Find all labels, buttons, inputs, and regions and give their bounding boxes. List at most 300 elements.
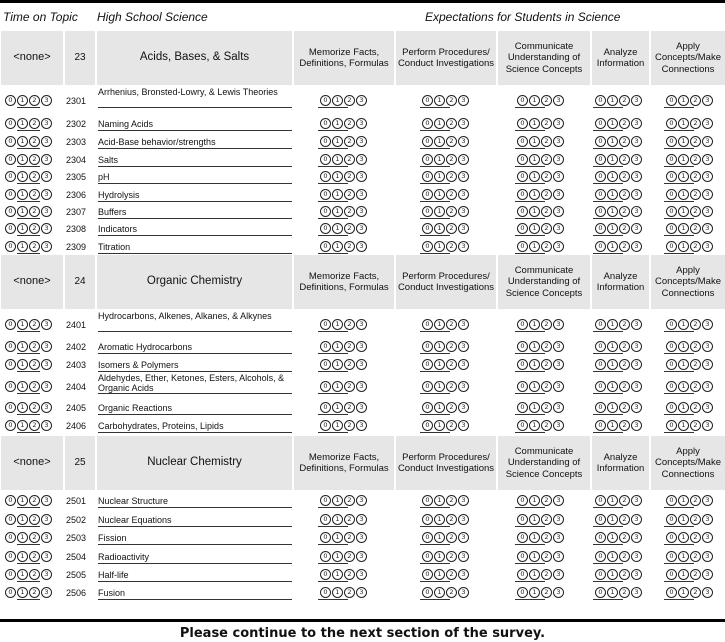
rating-bubble-3[interactable]: 3 <box>553 587 564 598</box>
rating-bubble-2[interactable]: 2 <box>29 359 40 370</box>
rating-bubble-2[interactable]: 2 <box>344 359 355 370</box>
rating-bubble-0[interactable]: 0 <box>517 341 528 352</box>
rating-bubble-0[interactable]: 0 <box>320 95 331 106</box>
rating-bubble-0[interactable]: 0 <box>666 569 677 580</box>
rating-bubble-1[interactable]: 1 <box>434 206 445 217</box>
rating-bubble-0[interactable]: 0 <box>595 495 606 506</box>
rating-bubble-0[interactable]: 0 <box>595 532 606 543</box>
rating-bubble-2[interactable]: 2 <box>619 241 630 252</box>
rating-bubble-3[interactable]: 3 <box>41 569 52 580</box>
rating-bubble-0[interactable]: 0 <box>320 381 331 392</box>
rating-bubble-2[interactable]: 2 <box>344 206 355 217</box>
rating-bubble-3[interactable]: 3 <box>41 319 52 330</box>
rating-bubble-1[interactable]: 1 <box>607 402 618 413</box>
rating-bubble-0[interactable]: 0 <box>666 402 677 413</box>
rating-bubble-2[interactable]: 2 <box>541 95 552 106</box>
rating-bubble-0[interactable]: 0 <box>595 206 606 217</box>
rating-bubble-3[interactable]: 3 <box>553 532 564 543</box>
rating-bubble-2[interactable]: 2 <box>446 223 457 234</box>
rating-bubble-1[interactable]: 1 <box>332 341 343 352</box>
rating-bubble-0[interactable]: 0 <box>666 136 677 147</box>
rating-bubble-2[interactable]: 2 <box>541 495 552 506</box>
rating-bubble-0[interactable]: 0 <box>666 189 677 200</box>
rating-bubble-1[interactable]: 1 <box>678 95 689 106</box>
rating-bubble-1[interactable]: 1 <box>332 319 343 330</box>
rating-bubble-2[interactable]: 2 <box>446 532 457 543</box>
rating-bubble-3[interactable]: 3 <box>41 241 52 252</box>
rating-bubble-3[interactable]: 3 <box>41 381 52 392</box>
rating-bubble-1[interactable]: 1 <box>529 319 540 330</box>
rating-bubble-1[interactable]: 1 <box>678 551 689 562</box>
rating-bubble-3[interactable]: 3 <box>356 514 367 525</box>
rating-bubble-2[interactable]: 2 <box>690 495 701 506</box>
rating-bubble-2[interactable]: 2 <box>29 381 40 392</box>
rating-bubble-2[interactable]: 2 <box>690 136 701 147</box>
rating-bubble-1[interactable]: 1 <box>678 319 689 330</box>
rating-bubble-3[interactable]: 3 <box>553 154 564 165</box>
rating-bubble-2[interactable]: 2 <box>619 154 630 165</box>
rating-bubble-0[interactable]: 0 <box>595 171 606 182</box>
rating-bubble-2[interactable]: 2 <box>446 206 457 217</box>
rating-bubble-1[interactable]: 1 <box>529 514 540 525</box>
rating-bubble-3[interactable]: 3 <box>702 402 713 413</box>
rating-bubble-2[interactable]: 2 <box>619 95 630 106</box>
rating-bubble-0[interactable]: 0 <box>517 514 528 525</box>
rating-bubble-2[interactable]: 2 <box>690 532 701 543</box>
rating-bubble-1[interactable]: 1 <box>529 587 540 598</box>
rating-bubble-2[interactable]: 2 <box>619 551 630 562</box>
rating-bubble-2[interactable]: 2 <box>446 118 457 129</box>
rating-bubble-2[interactable]: 2 <box>446 381 457 392</box>
rating-bubble-1[interactable]: 1 <box>607 532 618 543</box>
rating-bubble-2[interactable]: 2 <box>619 341 630 352</box>
rating-bubble-1[interactable]: 1 <box>678 189 689 200</box>
rating-bubble-0[interactable]: 0 <box>517 206 528 217</box>
rating-bubble-0[interactable]: 0 <box>320 241 331 252</box>
rating-bubble-3[interactable]: 3 <box>631 206 642 217</box>
rating-bubble-1[interactable]: 1 <box>678 223 689 234</box>
rating-bubble-3[interactable]: 3 <box>458 118 469 129</box>
rating-bubble-2[interactable]: 2 <box>29 241 40 252</box>
rating-bubble-0[interactable]: 0 <box>320 171 331 182</box>
rating-bubble-1[interactable]: 1 <box>434 341 445 352</box>
rating-bubble-2[interactable]: 2 <box>344 136 355 147</box>
rating-bubble-0[interactable]: 0 <box>517 551 528 562</box>
rating-bubble-3[interactable]: 3 <box>702 241 713 252</box>
rating-bubble-1[interactable]: 1 <box>17 532 28 543</box>
rating-bubble-2[interactable]: 2 <box>446 136 457 147</box>
rating-bubble-0[interactable]: 0 <box>320 420 331 431</box>
rating-bubble-3[interactable]: 3 <box>41 495 52 506</box>
rating-bubble-2[interactable]: 2 <box>446 587 457 598</box>
rating-bubble-1[interactable]: 1 <box>434 402 445 413</box>
rating-bubble-3[interactable]: 3 <box>356 189 367 200</box>
rating-bubble-0[interactable]: 0 <box>595 551 606 562</box>
rating-bubble-1[interactable]: 1 <box>17 223 28 234</box>
rating-bubble-3[interactable]: 3 <box>356 154 367 165</box>
rating-bubble-3[interactable]: 3 <box>553 118 564 129</box>
rating-bubble-1[interactable]: 1 <box>678 532 689 543</box>
rating-bubble-3[interactable]: 3 <box>458 136 469 147</box>
rating-bubble-0[interactable]: 0 <box>422 171 433 182</box>
rating-bubble-3[interactable]: 3 <box>553 206 564 217</box>
rating-bubble-3[interactable]: 3 <box>553 136 564 147</box>
rating-bubble-2[interactable]: 2 <box>446 189 457 200</box>
rating-bubble-3[interactable]: 3 <box>356 587 367 598</box>
rating-bubble-0[interactable]: 0 <box>422 118 433 129</box>
rating-bubble-0[interactable]: 0 <box>595 381 606 392</box>
rating-bubble-3[interactable]: 3 <box>702 587 713 598</box>
rating-bubble-2[interactable]: 2 <box>690 223 701 234</box>
rating-bubble-0[interactable]: 0 <box>422 223 433 234</box>
rating-bubble-3[interactable]: 3 <box>553 569 564 580</box>
rating-bubble-0[interactable]: 0 <box>422 532 433 543</box>
rating-bubble-1[interactable]: 1 <box>529 381 540 392</box>
rating-bubble-1[interactable]: 1 <box>607 154 618 165</box>
rating-bubble-1[interactable]: 1 <box>607 514 618 525</box>
rating-bubble-0[interactable]: 0 <box>517 95 528 106</box>
rating-bubble-2[interactable]: 2 <box>541 319 552 330</box>
rating-bubble-3[interactable]: 3 <box>41 118 52 129</box>
rating-bubble-1[interactable]: 1 <box>332 154 343 165</box>
rating-bubble-0[interactable]: 0 <box>666 95 677 106</box>
rating-bubble-3[interactable]: 3 <box>458 381 469 392</box>
rating-bubble-1[interactable]: 1 <box>434 587 445 598</box>
rating-bubble-2[interactable]: 2 <box>29 223 40 234</box>
rating-bubble-1[interactable]: 1 <box>529 223 540 234</box>
rating-bubble-0[interactable]: 0 <box>422 319 433 330</box>
rating-bubble-1[interactable]: 1 <box>17 551 28 562</box>
rating-bubble-3[interactable]: 3 <box>553 381 564 392</box>
rating-bubble-1[interactable]: 1 <box>434 420 445 431</box>
rating-bubble-1[interactable]: 1 <box>17 359 28 370</box>
rating-bubble-3[interactable]: 3 <box>458 171 469 182</box>
rating-bubble-3[interactable]: 3 <box>41 587 52 598</box>
rating-bubble-2[interactable]: 2 <box>29 95 40 106</box>
rating-bubble-2[interactable]: 2 <box>690 118 701 129</box>
rating-bubble-3[interactable]: 3 <box>702 359 713 370</box>
rating-bubble-0[interactable]: 0 <box>595 241 606 252</box>
rating-bubble-0[interactable]: 0 <box>595 514 606 525</box>
rating-bubble-1[interactable]: 1 <box>17 587 28 598</box>
rating-bubble-1[interactable]: 1 <box>678 206 689 217</box>
rating-bubble-0[interactable]: 0 <box>5 341 16 352</box>
rating-bubble-0[interactable]: 0 <box>320 359 331 370</box>
rating-bubble-3[interactable]: 3 <box>458 514 469 525</box>
rating-bubble-2[interactable]: 2 <box>690 569 701 580</box>
rating-bubble-0[interactable]: 0 <box>517 189 528 200</box>
rating-bubble-1[interactable]: 1 <box>332 420 343 431</box>
rating-bubble-1[interactable]: 1 <box>678 495 689 506</box>
rating-bubble-2[interactable]: 2 <box>446 171 457 182</box>
rating-bubble-1[interactable]: 1 <box>332 587 343 598</box>
rating-bubble-3[interactable]: 3 <box>702 495 713 506</box>
rating-bubble-3[interactable]: 3 <box>553 189 564 200</box>
rating-bubble-1[interactable]: 1 <box>332 241 343 252</box>
rating-bubble-1[interactable]: 1 <box>17 514 28 525</box>
rating-bubble-0[interactable]: 0 <box>666 319 677 330</box>
rating-bubble-3[interactable]: 3 <box>356 551 367 562</box>
rating-bubble-2[interactable]: 2 <box>446 319 457 330</box>
rating-bubble-1[interactable]: 1 <box>529 495 540 506</box>
rating-bubble-3[interactable]: 3 <box>631 154 642 165</box>
rating-bubble-0[interactable]: 0 <box>517 532 528 543</box>
rating-bubble-3[interactable]: 3 <box>356 381 367 392</box>
rating-bubble-2[interactable]: 2 <box>541 587 552 598</box>
rating-bubble-0[interactable]: 0 <box>5 587 16 598</box>
rating-bubble-3[interactable]: 3 <box>631 551 642 562</box>
rating-bubble-2[interactable]: 2 <box>690 402 701 413</box>
rating-bubble-2[interactable]: 2 <box>619 223 630 234</box>
rating-bubble-3[interactable]: 3 <box>458 319 469 330</box>
rating-bubble-0[interactable]: 0 <box>666 532 677 543</box>
rating-bubble-3[interactable]: 3 <box>631 319 642 330</box>
rating-bubble-3[interactable]: 3 <box>356 223 367 234</box>
rating-bubble-3[interactable]: 3 <box>458 402 469 413</box>
rating-bubble-2[interactable]: 2 <box>619 420 630 431</box>
rating-bubble-0[interactable]: 0 <box>595 95 606 106</box>
rating-bubble-1[interactable]: 1 <box>529 359 540 370</box>
rating-bubble-2[interactable]: 2 <box>619 319 630 330</box>
rating-bubble-3[interactable]: 3 <box>631 223 642 234</box>
rating-bubble-2[interactable]: 2 <box>446 241 457 252</box>
rating-bubble-3[interactable]: 3 <box>702 420 713 431</box>
rating-bubble-3[interactable]: 3 <box>702 95 713 106</box>
rating-bubble-1[interactable]: 1 <box>607 241 618 252</box>
rating-bubble-3[interactable]: 3 <box>356 402 367 413</box>
rating-bubble-2[interactable]: 2 <box>541 136 552 147</box>
rating-bubble-1[interactable]: 1 <box>332 514 343 525</box>
rating-bubble-3[interactable]: 3 <box>356 532 367 543</box>
rating-bubble-2[interactable]: 2 <box>344 420 355 431</box>
rating-bubble-3[interactable]: 3 <box>631 420 642 431</box>
rating-bubble-1[interactable]: 1 <box>332 402 343 413</box>
rating-bubble-3[interactable]: 3 <box>702 223 713 234</box>
rating-bubble-1[interactable]: 1 <box>678 154 689 165</box>
rating-bubble-0[interactable]: 0 <box>517 402 528 413</box>
rating-bubble-3[interactable]: 3 <box>356 569 367 580</box>
rating-bubble-1[interactable]: 1 <box>434 95 445 106</box>
rating-bubble-2[interactable]: 2 <box>446 551 457 562</box>
rating-bubble-1[interactable]: 1 <box>434 241 445 252</box>
rating-bubble-1[interactable]: 1 <box>678 420 689 431</box>
rating-bubble-3[interactable]: 3 <box>702 171 713 182</box>
rating-bubble-2[interactable]: 2 <box>29 171 40 182</box>
rating-bubble-0[interactable]: 0 <box>666 359 677 370</box>
rating-bubble-2[interactable]: 2 <box>29 569 40 580</box>
rating-bubble-2[interactable]: 2 <box>29 514 40 525</box>
rating-bubble-2[interactable]: 2 <box>619 402 630 413</box>
rating-bubble-0[interactable]: 0 <box>422 206 433 217</box>
rating-bubble-2[interactable]: 2 <box>619 587 630 598</box>
rating-bubble-0[interactable]: 0 <box>5 359 16 370</box>
rating-bubble-1[interactable]: 1 <box>678 136 689 147</box>
rating-bubble-0[interactable]: 0 <box>517 118 528 129</box>
rating-bubble-0[interactable]: 0 <box>5 154 16 165</box>
rating-bubble-0[interactable]: 0 <box>517 495 528 506</box>
rating-bubble-3[interactable]: 3 <box>702 569 713 580</box>
rating-bubble-1[interactable]: 1 <box>17 420 28 431</box>
rating-bubble-3[interactable]: 3 <box>458 359 469 370</box>
rating-bubble-3[interactable]: 3 <box>702 381 713 392</box>
rating-bubble-0[interactable]: 0 <box>666 587 677 598</box>
rating-bubble-3[interactable]: 3 <box>356 95 367 106</box>
rating-bubble-2[interactable]: 2 <box>446 420 457 431</box>
rating-bubble-1[interactable]: 1 <box>17 569 28 580</box>
rating-bubble-2[interactable]: 2 <box>619 118 630 129</box>
rating-bubble-1[interactable]: 1 <box>332 569 343 580</box>
rating-bubble-3[interactable]: 3 <box>631 381 642 392</box>
rating-bubble-2[interactable]: 2 <box>541 118 552 129</box>
rating-bubble-1[interactable]: 1 <box>434 136 445 147</box>
rating-bubble-2[interactable]: 2 <box>344 495 355 506</box>
rating-bubble-3[interactable]: 3 <box>41 171 52 182</box>
rating-bubble-3[interactable]: 3 <box>553 495 564 506</box>
rating-bubble-3[interactable]: 3 <box>41 402 52 413</box>
rating-bubble-2[interactable]: 2 <box>344 341 355 352</box>
rating-bubble-2[interactable]: 2 <box>619 189 630 200</box>
rating-bubble-0[interactable]: 0 <box>666 206 677 217</box>
rating-bubble-3[interactable]: 3 <box>553 241 564 252</box>
rating-bubble-3[interactable]: 3 <box>458 223 469 234</box>
rating-bubble-1[interactable]: 1 <box>332 206 343 217</box>
rating-bubble-1[interactable]: 1 <box>607 381 618 392</box>
rating-bubble-1[interactable]: 1 <box>607 495 618 506</box>
rating-bubble-2[interactable]: 2 <box>344 171 355 182</box>
rating-bubble-0[interactable]: 0 <box>5 551 16 562</box>
rating-bubble-2[interactable]: 2 <box>619 495 630 506</box>
rating-bubble-0[interactable]: 0 <box>320 341 331 352</box>
rating-bubble-3[interactable]: 3 <box>702 136 713 147</box>
rating-bubble-1[interactable]: 1 <box>434 319 445 330</box>
rating-bubble-0[interactable]: 0 <box>517 569 528 580</box>
rating-bubble-1[interactable]: 1 <box>529 341 540 352</box>
rating-bubble-2[interactable]: 2 <box>344 551 355 562</box>
rating-bubble-2[interactable]: 2 <box>29 189 40 200</box>
rating-bubble-3[interactable]: 3 <box>356 420 367 431</box>
rating-bubble-2[interactable]: 2 <box>541 551 552 562</box>
rating-bubble-1[interactable]: 1 <box>607 118 618 129</box>
rating-bubble-1[interactable]: 1 <box>17 118 28 129</box>
rating-bubble-2[interactable]: 2 <box>344 319 355 330</box>
rating-bubble-2[interactable]: 2 <box>344 118 355 129</box>
rating-bubble-1[interactable]: 1 <box>434 118 445 129</box>
rating-bubble-0[interactable]: 0 <box>422 241 433 252</box>
rating-bubble-1[interactable]: 1 <box>678 118 689 129</box>
rating-bubble-3[interactable]: 3 <box>631 171 642 182</box>
rating-bubble-2[interactable]: 2 <box>541 206 552 217</box>
rating-bubble-1[interactable]: 1 <box>434 171 445 182</box>
rating-bubble-0[interactable]: 0 <box>517 381 528 392</box>
rating-bubble-0[interactable]: 0 <box>517 241 528 252</box>
rating-bubble-2[interactable]: 2 <box>541 569 552 580</box>
rating-bubble-0[interactable]: 0 <box>422 569 433 580</box>
rating-bubble-2[interactable]: 2 <box>541 341 552 352</box>
rating-bubble-3[interactable]: 3 <box>631 402 642 413</box>
rating-bubble-2[interactable]: 2 <box>446 95 457 106</box>
rating-bubble-1[interactable]: 1 <box>529 551 540 562</box>
rating-bubble-3[interactable]: 3 <box>41 551 52 562</box>
rating-bubble-3[interactable]: 3 <box>631 495 642 506</box>
rating-bubble-3[interactable]: 3 <box>458 95 469 106</box>
rating-bubble-2[interactable]: 2 <box>541 532 552 543</box>
rating-bubble-1[interactable]: 1 <box>607 420 618 431</box>
rating-bubble-0[interactable]: 0 <box>666 381 677 392</box>
rating-bubble-3[interactable]: 3 <box>458 189 469 200</box>
rating-bubble-0[interactable]: 0 <box>666 495 677 506</box>
rating-bubble-2[interactable]: 2 <box>344 381 355 392</box>
rating-bubble-2[interactable]: 2 <box>344 241 355 252</box>
rating-bubble-0[interactable]: 0 <box>595 420 606 431</box>
rating-bubble-0[interactable]: 0 <box>666 241 677 252</box>
rating-bubble-0[interactable]: 0 <box>422 551 433 562</box>
rating-bubble-1[interactable]: 1 <box>332 495 343 506</box>
rating-bubble-2[interactable]: 2 <box>29 551 40 562</box>
rating-bubble-0[interactable]: 0 <box>320 154 331 165</box>
rating-bubble-2[interactable]: 2 <box>344 569 355 580</box>
rating-bubble-1[interactable]: 1 <box>434 359 445 370</box>
rating-bubble-0[interactable]: 0 <box>422 341 433 352</box>
rating-bubble-1[interactable]: 1 <box>17 495 28 506</box>
rating-bubble-2[interactable]: 2 <box>446 341 457 352</box>
rating-bubble-2[interactable]: 2 <box>29 118 40 129</box>
rating-bubble-0[interactable]: 0 <box>517 587 528 598</box>
rating-bubble-1[interactable]: 1 <box>434 381 445 392</box>
rating-bubble-1[interactable]: 1 <box>434 532 445 543</box>
rating-bubble-0[interactable]: 0 <box>422 136 433 147</box>
rating-bubble-2[interactable]: 2 <box>619 532 630 543</box>
rating-bubble-0[interactable]: 0 <box>5 206 16 217</box>
rating-bubble-3[interactable]: 3 <box>553 551 564 562</box>
rating-bubble-2[interactable]: 2 <box>619 569 630 580</box>
rating-bubble-1[interactable]: 1 <box>434 495 445 506</box>
rating-bubble-2[interactable]: 2 <box>541 420 552 431</box>
rating-bubble-3[interactable]: 3 <box>458 569 469 580</box>
rating-bubble-2[interactable]: 2 <box>619 171 630 182</box>
rating-bubble-3[interactable]: 3 <box>41 420 52 431</box>
rating-bubble-1[interactable]: 1 <box>607 341 618 352</box>
rating-bubble-2[interactable]: 2 <box>446 514 457 525</box>
rating-bubble-0[interactable]: 0 <box>320 118 331 129</box>
rating-bubble-2[interactable]: 2 <box>690 587 701 598</box>
rating-bubble-1[interactable]: 1 <box>678 341 689 352</box>
rating-bubble-1[interactable]: 1 <box>607 95 618 106</box>
rating-bubble-0[interactable]: 0 <box>595 154 606 165</box>
rating-bubble-3[interactable]: 3 <box>631 359 642 370</box>
rating-bubble-3[interactable]: 3 <box>702 532 713 543</box>
rating-bubble-2[interactable]: 2 <box>29 341 40 352</box>
rating-bubble-2[interactable]: 2 <box>690 154 701 165</box>
rating-bubble-2[interactable]: 2 <box>29 495 40 506</box>
rating-bubble-2[interactable]: 2 <box>541 381 552 392</box>
rating-bubble-2[interactable]: 2 <box>690 95 701 106</box>
rating-bubble-0[interactable]: 0 <box>320 223 331 234</box>
rating-bubble-2[interactable]: 2 <box>541 402 552 413</box>
rating-bubble-1[interactable]: 1 <box>607 319 618 330</box>
rating-bubble-3[interactable]: 3 <box>458 341 469 352</box>
rating-bubble-1[interactable]: 1 <box>17 241 28 252</box>
rating-bubble-2[interactable]: 2 <box>29 402 40 413</box>
rating-bubble-0[interactable]: 0 <box>320 319 331 330</box>
rating-bubble-0[interactable]: 0 <box>595 341 606 352</box>
rating-bubble-2[interactable]: 2 <box>344 514 355 525</box>
rating-bubble-3[interactable]: 3 <box>41 532 52 543</box>
rating-bubble-3[interactable]: 3 <box>553 223 564 234</box>
rating-bubble-1[interactable]: 1 <box>332 136 343 147</box>
rating-bubble-3[interactable]: 3 <box>631 341 642 352</box>
rating-bubble-3[interactable]: 3 <box>702 319 713 330</box>
rating-bubble-2[interactable]: 2 <box>29 587 40 598</box>
